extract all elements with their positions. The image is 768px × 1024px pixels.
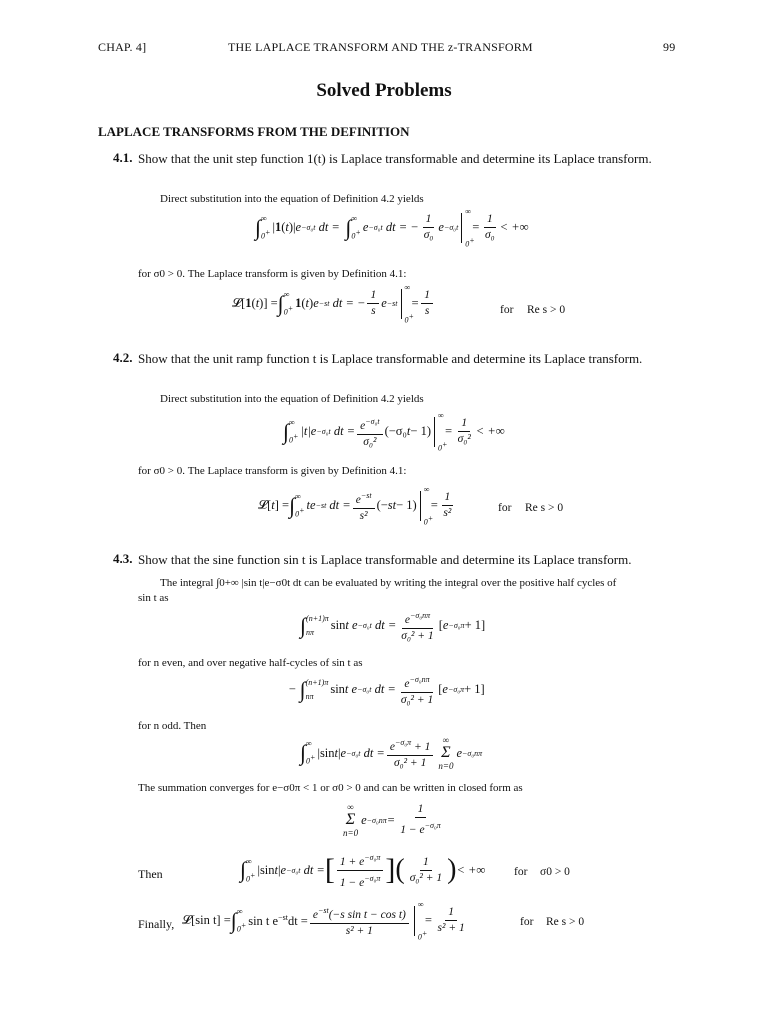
condition: σ0 > 0 [540,866,570,878]
equation-4-3b: − ∫ (n+1)π nπ sin t e −σ₀t dt = $\frac{e^{-\sigma_0n\pi}}{\text{σ₀² + 1}}$ [ e −σ₀π + 1] [288,672,485,708]
equation-4-3f: 𝓛[sin t] = ∫ ∞ 0+ sin t $e^{-st}dt$ = $\frac{e^{-st}(-s \sin t - \cos t)}{\text{s² + 1}}$ ∞ 0+ = $\frac{1}{\text{s² + 1}}$ [182,899,465,942]
running-title: THE LAPLACE TRANSFORM AND THE z-TRANSFORM [228,40,533,54]
summation-text: The summation converges for e−σ0π < 1 or σ0 > 0 and can be written in closed form as [138,782,523,794]
equation-4-3e: ∫ ∞ 0+ |sin t | e −σ₀t dt = [ $\frac{1 + e^{-\sigma_0\pi}}{1 - e^{-\sigma_0\pi}}$ ] ( $\frac{1}{\text{σ₀² + 1}}$ ) < +∞ [240,850,485,891]
problem-intro: Direct substitution into the equation of Definition 4.2 yields [160,393,424,405]
problem-number: 4.2. [113,350,133,365]
for-label: for [500,304,514,316]
page-number: 99 [663,40,676,54]
finally-label: Finally, [138,917,175,931]
problem-intro: The integral ∫0+∞ |sin t|e−σ0t dt can be evaluated by writing the integral over the positive half cycles of [160,577,617,589]
condition: Re s > 0 [525,502,564,514]
equation-4-2a: ∫ ∞ 0+ |t|e −σ₀t dt = $\frac{e^{-\sigma_0t}}{\text{σ₀²}}$ (−σ₀ t − 1) ∞ 0+ = $\frac{1}{\text{σ₀²}}$ < +∞ [283,410,505,453]
n-even-text: for n even, and over negative half-cycles of sin t as [138,657,363,669]
condition-text: for σ0 > 0. The Laplace transform is given by Definition 4.1: [138,268,407,280]
equation-4-3d: ∞ Σ n=0 e −σ₀nπ = $\frac{1}{1 - e^{-\sigma_0\pi}}$ [343,802,441,838]
section-heading: LAPLACE TRANSFORMS FROM THE DEFINITION [98,124,410,139]
problem-statement: Show that the unit ramp function t is Laplace transformable and determine its Laplace transform. [138,351,643,366]
problem-statement: Show that the unit step function 1(t) is Laplace transformable and determine its Laplace transform. [138,151,652,166]
chapter-label: CHAP. 4] [98,40,147,54]
problem-number: 4.1. [113,150,133,165]
problem-intro-continued: sin t as [138,592,169,604]
equation-4-3c: ∫ ∞ 0+ |sin t | e −σ₀t dt = $\frac{e^{-\sigma_0\pi} + 1}{\text{σ₀² + 1}}$ ∞ Σ n=0 e −σ₀nπ [300,735,483,771]
problem-statement: Show that the sine function sin t is Laplace transformable and determine its Laplace transform. [138,552,632,567]
for-label: for [520,916,534,928]
condition: Re s > 0 [527,304,566,316]
equation-4-1b: 𝓛[1( t )] = ∫ ∞ 0+ 1( t ) e −st dt = − $\frac{1}{s}$ e −st ∞ 0+ = $\frac{1}{s}$ [232,288,435,320]
for-label: for [498,502,512,514]
condition: Re s > 0 [546,916,585,928]
page-title: Solved Problems [316,80,452,101]
problem-number: 4.3. [113,551,133,566]
equation-4-1a: ∫ ∞ 0+ |1( t )| e −σ₀t dt = ∫ ∞ 0+ e −σ₀t dt = − $\frac{1}{\text{σ₀}}$ e −σ₀t ∞ 0+ = $\frac{1}{\text{σ₀}}$ < +∞ [255,206,529,249]
equation-4-3a: ∫ (n+1)π nπ sin t e −σ₀t dt = $\frac{e^{-\sigma_0n\pi}}{\text{σ₀² + 1}}$ [ e −σ₀π + 1] [300,608,485,644]
for-label: for [514,866,528,878]
equation-4-2b: 𝓛[ t ] = ∫ ∞ 0+ te −st dt = $\frac{e^{-st}}{\text{s²}}$ (− st − 1) ∞ 0+ = $\frac{1}{\text{s²}}$ [258,484,452,527]
problem-intro: Direct substitution into the equation of Definition 4.2 yields [160,193,424,205]
n-odd-text: for n odd. Then [138,720,207,732]
then-label: Then [138,867,163,881]
condition-text: for σ0 > 0. The Laplace transform is given by Definition 4.1: [138,465,407,477]
